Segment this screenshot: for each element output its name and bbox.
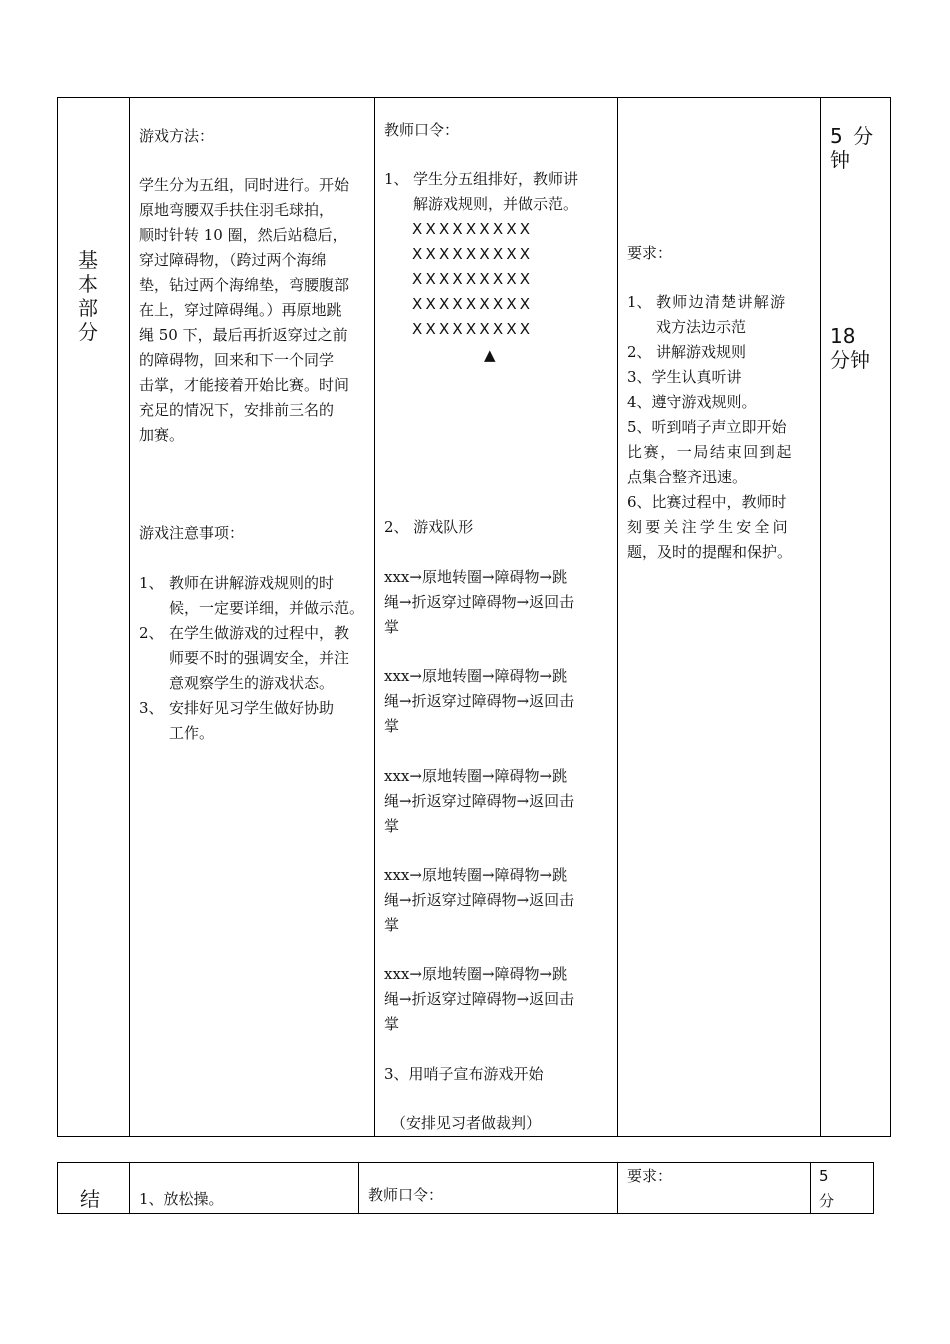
time-text: 钟 — [830, 148, 850, 172]
req-line: 4、遵守游戏规则。 — [627, 393, 757, 411]
lesson-plan-table-closing — [57, 1162, 874, 1214]
description-line: 绳 50 下，最后再折返穿过之前 — [139, 326, 348, 344]
description-line: 原地弯腰双手扶住羽毛球拍， — [139, 201, 335, 219]
closing-title-cell — [58, 1163, 130, 1214]
description-line: 的障碍物，回来和下一个同学 — [139, 351, 335, 369]
step-line: 解游戏规则，并做示范。 — [413, 195, 579, 213]
req-number: 1、 — [627, 293, 652, 311]
game-method-heading: 游戏方法： — [139, 127, 215, 145]
description-line: 垫，钻过两个海绵垫，弯腰腹部 — [139, 276, 350, 294]
note-line: 教师在讲解游戏规则的时 — [169, 574, 335, 592]
note-line: 工作。 — [169, 724, 215, 742]
req-line: 刻要关注学生安全问 — [627, 518, 791, 536]
req-line: 点集合整齐迅速。 — [627, 468, 748, 486]
time-text: 18 — [830, 324, 856, 348]
note-line: 候，一定要详细，并做示范。 — [169, 599, 365, 617]
requirements-heading: 要求： — [627, 244, 673, 262]
section-title-cell — [58, 98, 130, 1137]
note-line: 意观察学生的游戏状态。 — [169, 674, 335, 692]
step-line: 学生分五组排好，教师讲 — [413, 170, 579, 188]
route-line: 掌 — [384, 1015, 400, 1033]
step-3: 3、用哨子宣布游戏开始 — [384, 1065, 544, 1083]
req-line: 3、学生认真听讲 — [627, 368, 742, 386]
closing-command-cell — [359, 1163, 618, 1214]
note-number: 3、 — [139, 699, 164, 717]
closing-title-char: 结 — [80, 1187, 100, 1211]
closing-item: 1、放松操。 — [139, 1190, 224, 1208]
formation-row: XXXXXXXXX — [412, 220, 534, 238]
closing-requirement: 要求： — [627, 1167, 673, 1185]
lesson-plan-table-main — [57, 97, 891, 1137]
route-line: 掌 — [384, 817, 400, 835]
route-line: xxx→原地转圈→障碍物→跳 — [384, 667, 568, 685]
time-text: 5 分 — [830, 124, 876, 148]
description-line: 加赛。 — [139, 426, 185, 444]
time-text: 分钟 — [830, 348, 870, 372]
route-line: 绳→折返穿过障碍物→返回击 — [384, 593, 575, 611]
route-line: xxx→原地转圈→障碍物→跳 — [384, 568, 568, 586]
req-line: 讲解游戏规则 — [656, 343, 747, 361]
section-title-char: 部 — [78, 296, 98, 320]
section-title-char: 本 — [78, 272, 98, 296]
section-title-char: 基 — [78, 248, 98, 272]
note-line: 安排好见习学生做好协助 — [169, 699, 335, 717]
step-3-note: （安排见习者做裁判） — [391, 1114, 542, 1132]
closing-time: 5 — [819, 1167, 829, 1185]
game-method-cell — [130, 98, 375, 1137]
closing-item-cell — [130, 1163, 359, 1214]
route-line: 掌 — [384, 916, 400, 934]
req-line: 题，及时的提醒和保护。 — [627, 543, 793, 561]
description-line: 充足的情况下，安排前三名的 — [139, 401, 335, 419]
closing-requirement-cell — [618, 1163, 811, 1214]
formation-row: XXXXXXXXX — [412, 270, 534, 288]
description-line: 穿过障碍物，（跨过两个海绵 — [139, 251, 327, 269]
route-line: 绳→折返穿过障碍物→返回击 — [384, 891, 575, 909]
time-cell — [821, 98, 891, 1137]
route-line: 绳→折返穿过障碍物→返回击 — [384, 792, 575, 810]
step-2: 2、 游戏队形 — [384, 518, 474, 536]
closing-command: 教师口令： — [368, 1186, 444, 1204]
req-line: 戏方法边示范 — [656, 318, 747, 336]
description-line: 学生分为五组，同时进行。开始 — [139, 176, 350, 194]
teacher-command-heading: 教师口令： — [384, 121, 460, 139]
step-number: 1、 — [384, 170, 409, 188]
req-line: 教师边清楚讲解游 — [656, 293, 787, 311]
section-title-char: 分 — [78, 320, 98, 344]
route-line: xxx→原地转圈→障碍物→跳 — [384, 767, 568, 785]
description-line: 顺时针转 10 圈，然后站稳后， — [139, 226, 348, 244]
requirements-cell — [618, 98, 821, 1137]
formation-row: XXXXXXXXX — [412, 245, 534, 263]
route-line: 掌 — [384, 618, 400, 636]
formation-row: XXXXXXXXX — [412, 295, 534, 313]
req-line: 比赛，一局结束回到起 — [627, 443, 794, 461]
closing-time-cell — [811, 1163, 874, 1214]
route-line: xxx→原地转圈→障碍物→跳 — [384, 866, 568, 884]
formation-row: XXXXXXXXX — [412, 320, 534, 338]
description-line: 在上，穿过障碍绳。）再原地跳 — [139, 301, 342, 319]
note-line: 师要不时的强调安全，并注 — [169, 649, 350, 667]
note-number: 2、 — [139, 624, 164, 642]
req-line: 6、比赛过程中，教师时 — [627, 493, 787, 511]
closing-time: 分 — [819, 1192, 835, 1210]
route-line: xxx→原地转圈→障碍物→跳 — [384, 965, 568, 983]
notes-heading: 游戏注意事项： — [139, 524, 245, 542]
note-line: 在学生做游戏的过程中，教 — [169, 624, 350, 642]
note-number: 1、 — [139, 574, 164, 592]
description-line: 击掌，才能接着开始比赛。时间 — [139, 376, 350, 394]
teacher-command-cell — [375, 98, 618, 1137]
teacher-triangle-icon: ▲ — [484, 346, 496, 364]
req-number: 2、 — [627, 343, 652, 361]
route-line: 绳→折返穿过障碍物→返回击 — [384, 692, 575, 710]
req-line: 5、听到哨子声立即开始 — [627, 418, 787, 436]
route-line: 掌 — [384, 717, 400, 735]
route-line: 绳→折返穿过障碍物→返回击 — [384, 990, 575, 1008]
